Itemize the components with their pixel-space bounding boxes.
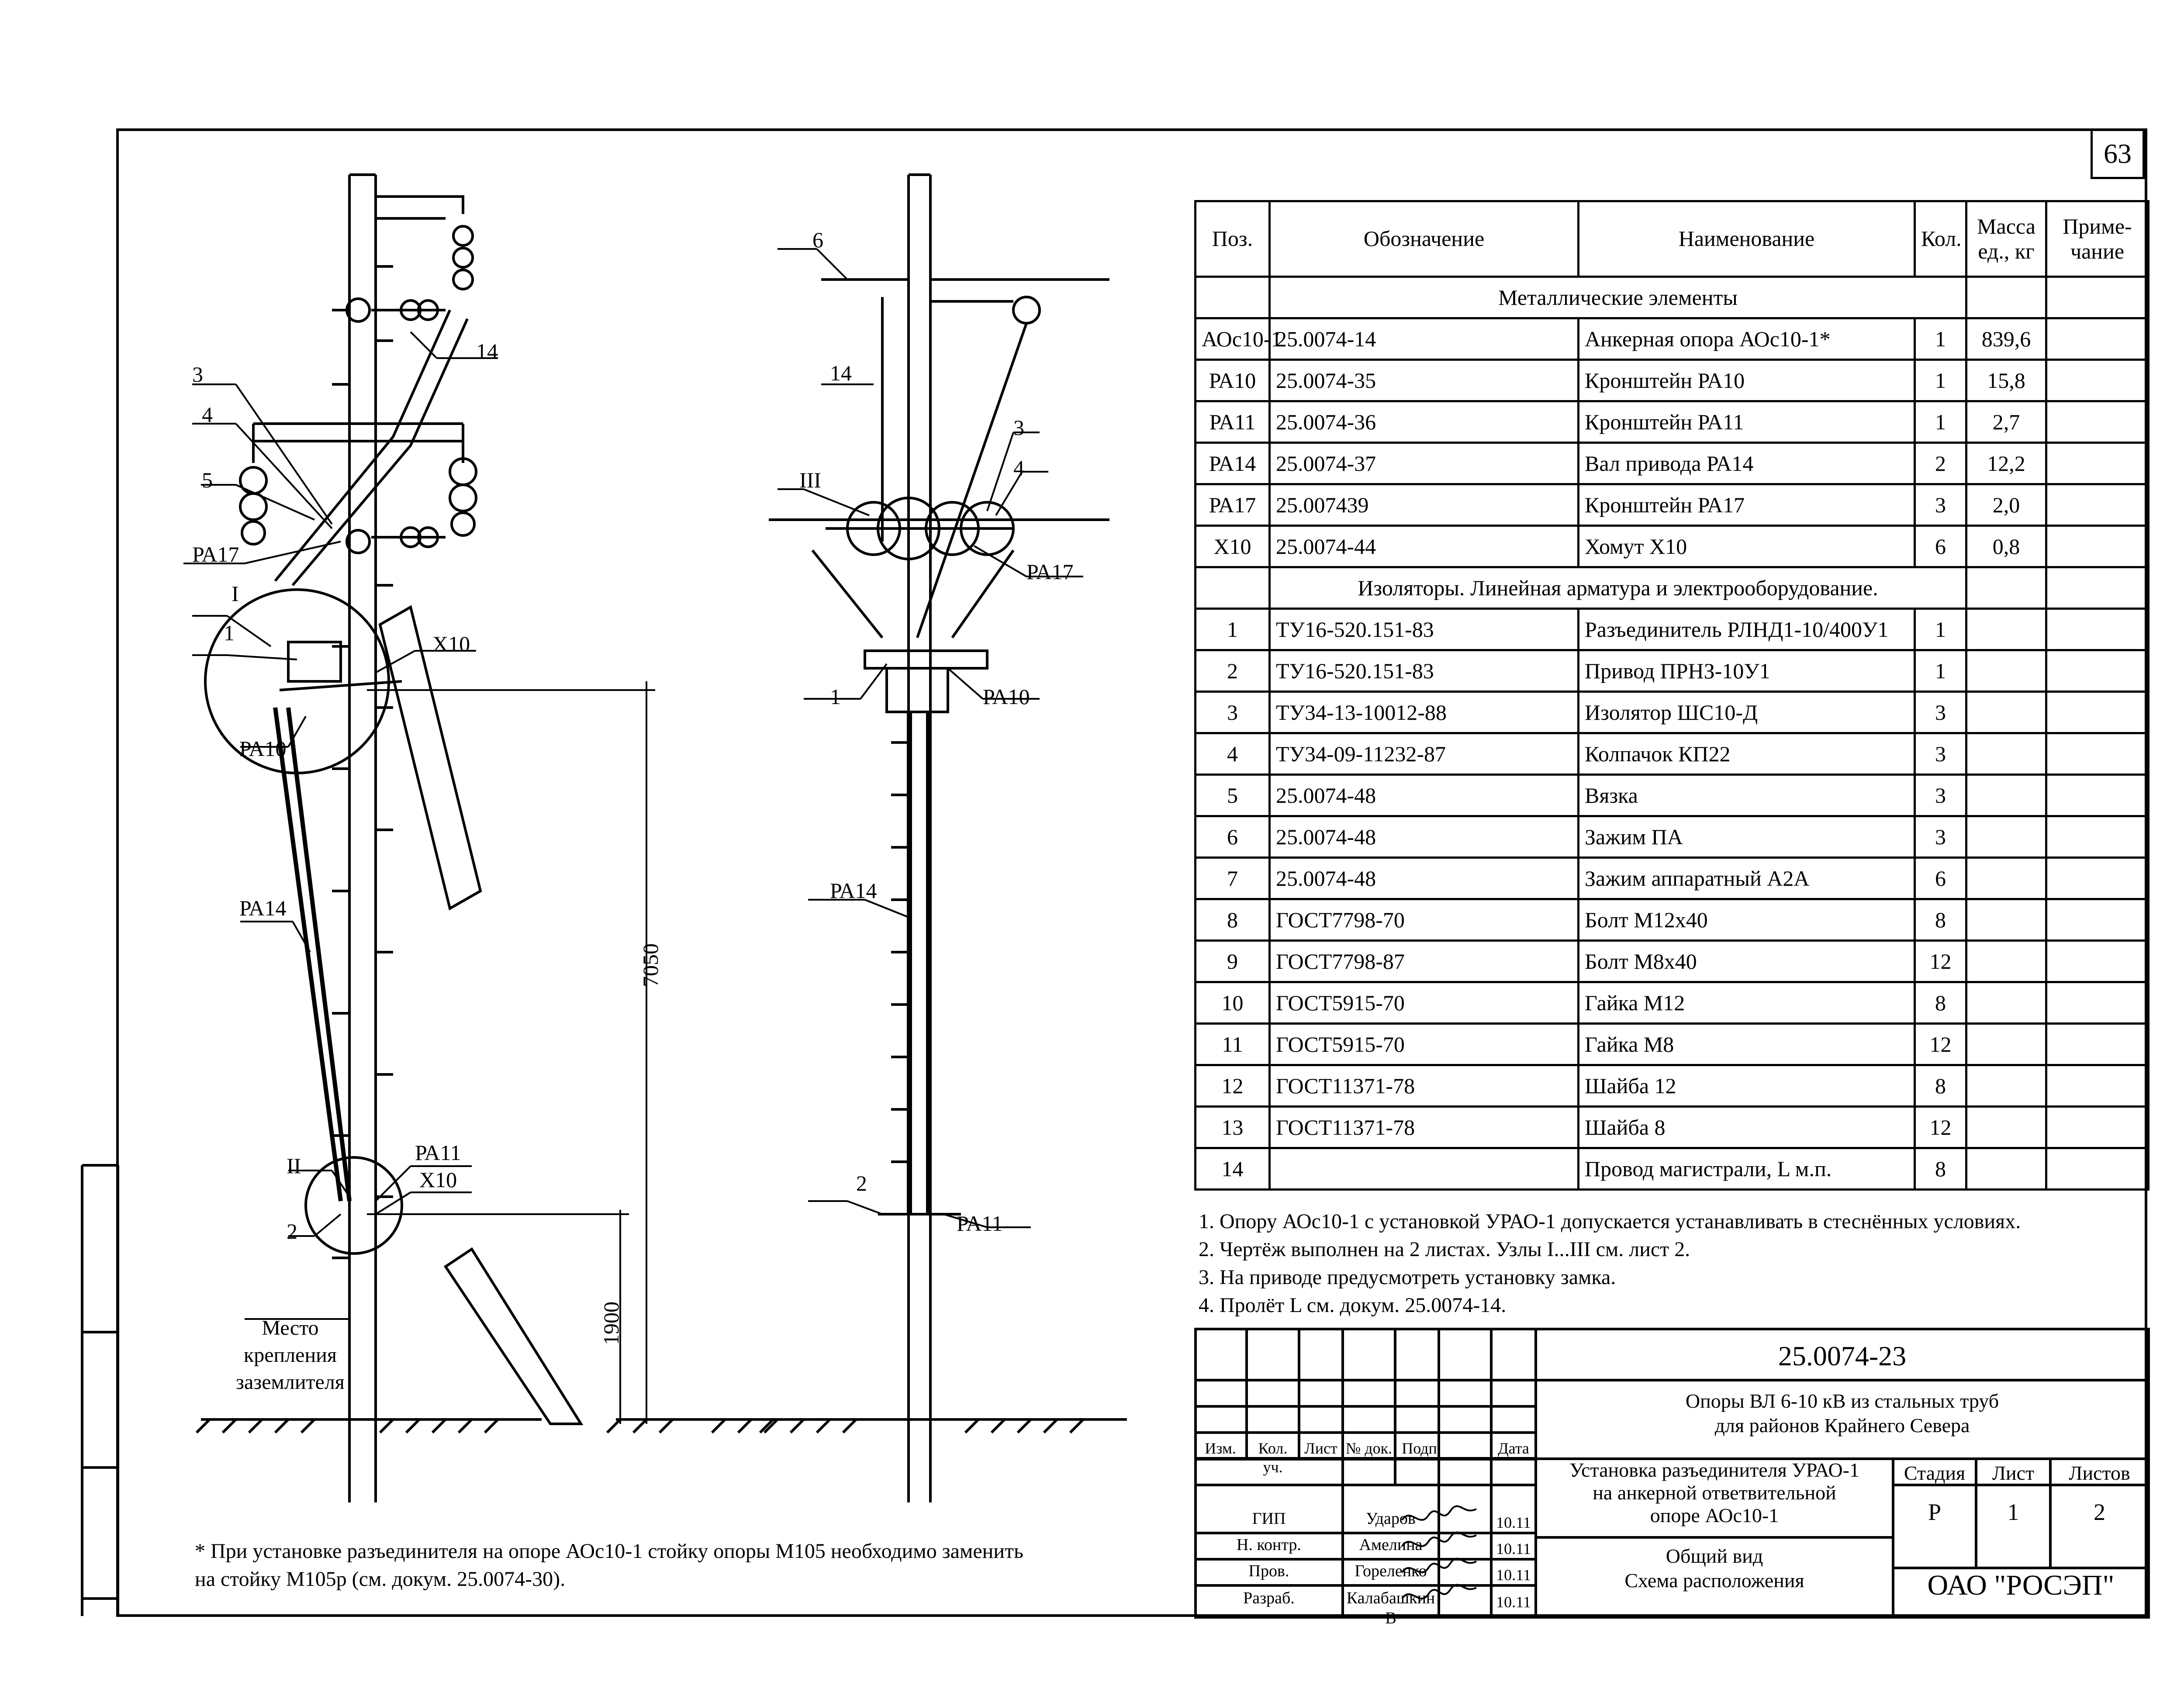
table-cell: Шайба 8 [1579,1107,1915,1148]
table-cell: Кронштейн РА17 [1579,484,1915,526]
callout-pa11-left: РА11 [415,1140,461,1165]
table-row [1196,1107,2149,1148]
rev-header-count: Кол. уч. [1258,1440,1288,1476]
drawing-name-line-1: Общий вид [1666,1545,1763,1567]
table-cell: ТУ16-520.151-83 [1270,650,1579,692]
stage-label: Стадия [1904,1462,1966,1484]
table-cell: 2,7 [1966,401,2046,443]
table-row [1196,609,2149,650]
table-cell [2046,526,2149,567]
table-cell [2046,401,2149,443]
page-number: 63 [2091,128,2145,179]
table-cell: 10 [1196,982,1270,1024]
table-cell: 3 [1915,484,1966,526]
table-cell: ГОСТ7798-70 [1270,899,1579,941]
table-cell: Хомут Х10 [1579,526,1915,567]
table-cell [2046,1107,2149,1148]
table-cell: 1 [1915,360,1966,401]
table-cell: 3 [1915,816,1966,858]
table-cell: Гайка М8 [1579,1024,1915,1065]
section-title: Металлические элементы [1270,277,1966,318]
table-cell [2046,692,2149,733]
callout-node-II: II [287,1153,301,1178]
table-cell: 25.007439 [1270,484,1579,526]
table-cell: Болт М12х40 [1579,899,1915,941]
dimension-7050: 7050 [638,943,663,987]
callout-1-left: 1 [224,621,235,645]
header-mass: Масса ед., кг [1966,201,2046,277]
table-cell [1966,775,2046,816]
table-cell [2046,360,2149,401]
signatory-date-nkontr: 10.11 [1496,1540,1531,1557]
table-cell [1966,1065,2046,1107]
table-cell: 12 [1915,941,1966,982]
table-row [1196,941,2149,982]
table-row [1196,360,2149,401]
callout-2-left: 2 [287,1219,297,1243]
signatory-name-gip: Ударов [1366,1509,1416,1528]
table-cell: 12,2 [1966,443,2046,484]
table-cell [1966,692,2046,733]
table-cell [2046,609,2149,650]
sheets-label: Листов [2069,1462,2130,1484]
table-cell: 8 [1915,899,1966,941]
table-cell: 15,8 [1966,360,2046,401]
callout-node-I: I [232,581,239,606]
table-cell: РА17 [1196,484,1270,526]
ground-electrode-note [236,1315,345,1396]
table-cell: ГОСТ5915-70 [1270,982,1579,1024]
sheet-title-line-1: Установка разъединителя УРАО-1 [1569,1459,1859,1481]
table-cell: ГОСТ11371-78 [1270,1065,1579,1107]
table-cell [1966,1148,2046,1190]
table-cell: 4 [1196,733,1270,775]
binding-strip [66,1162,127,1616]
stage-value: Р [1928,1499,1942,1525]
table-cell: 12 [1915,1024,1966,1065]
signatory-name-razrab: Калабашкин В [1346,1589,1435,1627]
rev-header-date: Дата [1498,1440,1529,1457]
header-designation: Обозначение [1270,201,1579,277]
table-cell: Болт М8х40 [1579,941,1915,982]
note-1: 1. Опору АОс10-1 с установкой УРАО-1 допускается устанавливать в стеснённых условиях. [1199,1210,2021,1233]
table-cell [1966,816,2046,858]
table-cell: ГОСТ5915-70 [1270,1024,1579,1065]
table-row [1196,899,2149,941]
table-cell: 14 [1196,1148,1270,1190]
callout-pa10-right: РА10 [983,684,1030,709]
rev-header-signature: Подп. [1402,1440,1441,1457]
table-cell [1966,277,2046,318]
table-cell: Вал привода РА14 [1579,443,1915,484]
table-cell: 3 [1915,692,1966,733]
signatory-name-nkontr: Амелина [1359,1536,1423,1554]
project-title [1536,1389,2149,1438]
callout-pa14-left: РА14 [239,896,287,920]
table-cell: АОс10-1 [1196,318,1270,360]
table-cell [2046,650,2149,692]
handwritten-signatures [1398,1502,1494,1620]
table-cell: РА14 [1196,443,1270,484]
table-cell: Привод ПРНЗ-10У1 [1579,650,1915,692]
rev-header-change: Изм. [1205,1440,1236,1457]
table-cell: 6 [1915,526,1966,567]
signatory-date-prov: 10.11 [1496,1566,1531,1584]
specification-table [1194,200,2149,1191]
table-cell: 1 [1915,609,1966,650]
sheet-title-line-2: на анкерной ответвительной [1593,1481,1836,1504]
table-cell [2046,443,2149,484]
table-cell: 5 [1196,775,1270,816]
table-cell: ТУ16-520.151-83 [1270,609,1579,650]
footnote [195,1537,1023,1593]
table-cell: 2,0 [1966,484,2046,526]
table-cell: РА11 [1196,401,1270,443]
table-cell [1966,1107,2046,1148]
table-cell: 9 [1196,941,1270,982]
callout-pa11-right: РА11 [957,1211,1003,1236]
signatory-date-gip: 10.11 [1496,1514,1531,1531]
table-cell [1966,1024,2046,1065]
table-cell [2046,982,2149,1024]
sheet-value: 1 [2007,1499,2019,1525]
project-title-line-1: Опоры ВЛ 6-10 кВ из стальных труб [1685,1390,1999,1412]
table-cell [1196,567,1270,609]
table-row [1196,401,2149,443]
table-cell: 12 [1915,1107,1966,1148]
table-cell: Изолятор ШС10-Д [1579,692,1915,733]
table-cell [1966,567,2046,609]
rev-header-docno: № док. [1345,1440,1393,1457]
callout-pa17-right: РА17 [1026,559,1074,584]
table-cell: 25.0074-36 [1270,401,1579,443]
doc-code: 25.0074-23 [1778,1340,1907,1371]
callout-x10-upper: Х10 [432,632,470,656]
table-row [1196,692,2149,733]
table-cell: 1 [1915,318,1966,360]
table-cell [2046,1065,2149,1107]
table-cell [1966,899,2046,941]
dimension-1900: 1900 [599,1302,623,1345]
drawing-name [1536,1544,1893,1593]
table-cell: 1 [1915,650,1966,692]
sheets-value: 2 [2094,1499,2105,1525]
table-cell: ГОСТ11371-78 [1270,1107,1579,1148]
table-cell: Кронштейн РА11 [1579,401,1915,443]
table-cell: Кронштейн РА10 [1579,360,1915,401]
table-cell [2046,816,2149,858]
signatory-role-prov: Пров. [1248,1562,1289,1580]
note-4: 4. Пролёт L см. докум. 25.0074-14. [1199,1294,1507,1317]
header-note: Приме-чание [2046,201,2149,277]
table-cell [1966,609,2046,650]
table-cell [2046,1148,2149,1190]
table-row [1196,1065,2149,1107]
callout-2-right: 2 [856,1171,867,1195]
table-row [1196,318,2149,360]
table-row [1196,733,2149,775]
table-cell [2046,277,2149,318]
table-cell [2046,941,2149,982]
signatory-role-gip: ГИП [1252,1509,1286,1528]
table-row [1196,526,2149,567]
signatory-name-prov: Гореленко [1355,1562,1427,1580]
table-cell [1966,941,2046,982]
table-cell: Колпачок КП22 [1579,733,1915,775]
table-cell: 839,6 [1966,318,2046,360]
table-cell [2046,733,2149,775]
table-cell: Провод магистрали, L м.п. [1579,1148,1915,1190]
general-notes [1199,1208,2021,1319]
table-cell: Зажим ПА [1579,816,1915,858]
callout-3-left: 3 [192,362,203,387]
table-cell: 25.0074-14 [1270,318,1579,360]
callout-pa14-right: РА14 [830,878,877,903]
callout-6-right: 6 [812,228,823,252]
table-cell [1966,982,2046,1024]
table-section-row [1196,277,2149,318]
sheet-title [1536,1459,1893,1527]
section-title: Изоляторы. Линейная арматура и электрооборудование. [1270,567,1966,609]
table-cell [2046,1024,2149,1065]
table-cell: Зажим аппаратный А2А [1579,858,1915,899]
table-cell: 8 [1915,1148,1966,1190]
table-row [1196,484,2149,526]
table-cell: 0,8 [1966,526,2046,567]
table-cell: Анкерная опора АОс10-1* [1579,318,1915,360]
table-cell: 25.0074-35 [1270,360,1579,401]
table-cell [1966,733,2046,775]
table-cell: 25.0074-48 [1270,775,1579,816]
signatory-date-razrab: 10.11 [1496,1593,1531,1611]
table-cell: 6 [1915,858,1966,899]
signatory-role-nkontr: Н. контр. [1237,1536,1301,1554]
table-cell: 2 [1196,650,1270,692]
signatory-role-razrab: Разраб. [1243,1589,1295,1607]
callout-4-left: 4 [202,402,213,427]
table-row [1196,816,2149,858]
table-cell: Шайба 12 [1579,1065,1915,1107]
note-2: 2. Чертёж выполнен на 2 листах. Узлы I...III см. лист 2. [1199,1238,1690,1261]
table-cell [1270,1148,1579,1190]
right-view-drawing [769,166,1127,1520]
table-cell: 8 [1196,899,1270,941]
table-row [1196,1024,2149,1065]
table-cell: 8 [1915,982,1966,1024]
footnote-line-2: на стойку М105р (см. докум. 25.0074-30). [195,1568,566,1591]
table-cell [1966,858,2046,899]
table-cell: 1 [1915,401,1966,443]
table-cell: 8 [1915,1065,1966,1107]
callout-5-left: 5 [202,468,213,492]
table-cell: ТУ34-09-11232-87 [1270,733,1579,775]
header-qty: Кол. [1915,201,1966,277]
project-title-line-2: для районов Крайнего Севера [1714,1414,1970,1436]
table-cell [1966,650,2046,692]
ground-note-line-2: крепления [243,1343,337,1367]
table-cell: 2 [1915,443,1966,484]
footnote-line-1: * При установке разъединителя на опоре АОс10-1 стойку опоры М105 необходимо заменить [195,1540,1023,1563]
table-cell: 3 [1196,692,1270,733]
callout-pa17-left: РА17 [192,542,239,566]
table-row [1196,858,2149,899]
company-name: ОАО "РОСЭП" [1927,1569,2115,1601]
table-cell: 3 [1915,775,1966,816]
table-cell: ГОСТ7798-87 [1270,941,1579,982]
table-cell: Гайка М12 [1579,982,1915,1024]
table-cell: 6 [1196,816,1270,858]
table-cell: Вязка [1579,775,1915,816]
table-row [1196,443,2149,484]
table-cell: 25.0074-48 [1270,858,1579,899]
table-cell: ТУ34-13-10012-88 [1270,692,1579,733]
table-cell [2046,858,2149,899]
table-cell [1196,277,1270,318]
table-cell [2046,484,2149,526]
table-cell: 25.0074-37 [1270,443,1579,484]
table-cell: 1 [1196,609,1270,650]
callout-14-right: 14 [830,361,852,385]
table-cell [2046,775,2149,816]
table-row [1196,982,2149,1024]
table-cell: 7 [1196,858,1270,899]
table-cell [2046,899,2149,941]
callout-x10-lower: Х10 [419,1167,457,1192]
sheet-label: Лист [1992,1462,2035,1484]
ground-note-line-3: заземлителя [236,1371,345,1394]
table-cell: 25.0074-44 [1270,526,1579,567]
callout-14-left: 14 [476,339,498,363]
header-pos: Поз. [1196,201,1270,277]
drawing-name-line-2: Схема расположения [1624,1569,1804,1592]
table-cell [2046,318,2149,360]
table-cell: 12 [1196,1065,1270,1107]
table-row [1196,650,2149,692]
table-row [1196,775,2149,816]
callout-3-right: 3 [1013,415,1024,440]
callout-node-III: III [799,468,821,492]
callout-pa10-left: РА10 [239,736,287,761]
table-cell: РА10 [1196,360,1270,401]
table-row [1196,1148,2149,1190]
table-cell: Х10 [1196,526,1270,567]
table-cell: Разъединитель РЛНД1-10/400У1 [1579,609,1915,650]
table-section-row [1196,567,2149,609]
table-cell: 3 [1915,733,1966,775]
header-name: Наименование [1579,201,1915,277]
note-3: 3. На приводе предусмотреть установку замка. [1199,1266,1616,1289]
callout-1-right: 1 [830,684,841,709]
table-cell: 13 [1196,1107,1270,1148]
rev-header-sheet: Лист [1304,1440,1337,1457]
ground-note-line-1: Место [262,1316,319,1340]
callout-4-right: 4 [1013,456,1024,480]
table-header-row [1196,201,2149,277]
sheet-title-line-3: опоре АОс10-1 [1650,1504,1779,1526]
table-cell: 11 [1196,1024,1270,1065]
table-cell [2046,567,2149,609]
table-cell: 25.0074-48 [1270,816,1579,858]
